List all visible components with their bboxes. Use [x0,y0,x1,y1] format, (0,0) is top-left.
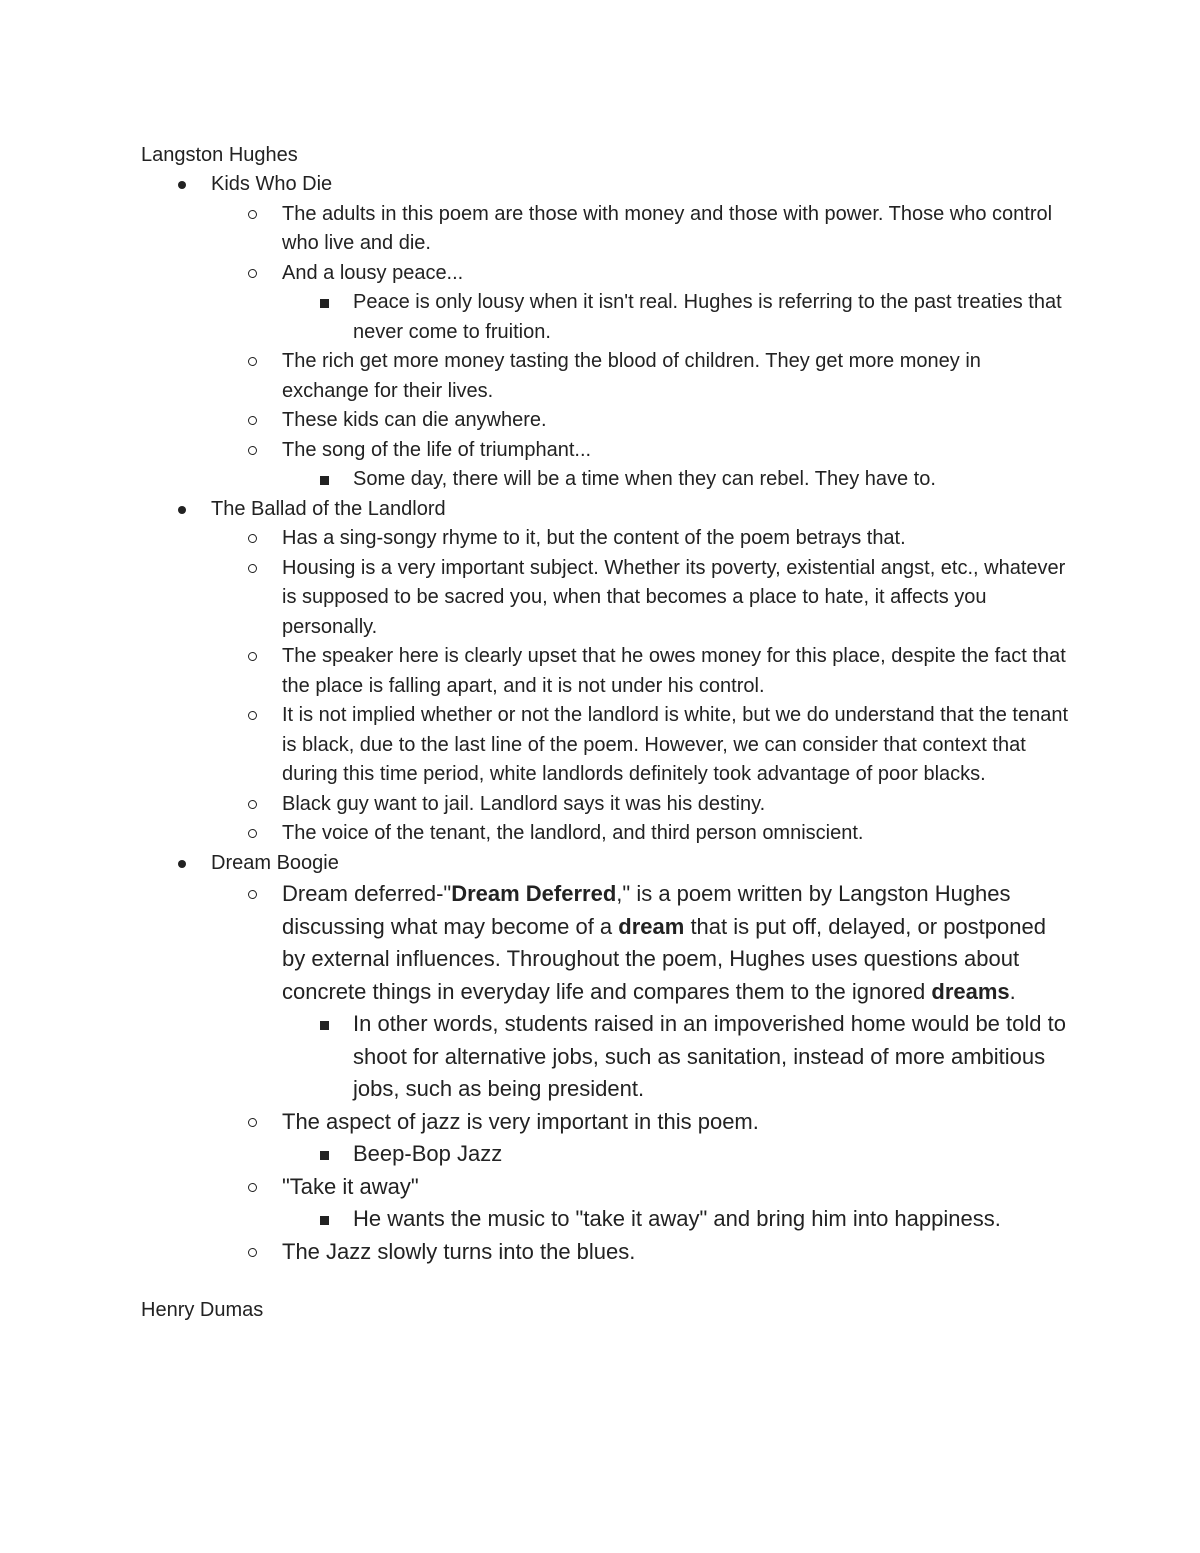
note-text: Black guy want to jail. Landlord says it was his destiny. [282,792,766,815]
circle-bullet-icon [248,829,257,838]
square-bullet-icon [320,1151,329,1160]
circle-bullet-icon [248,446,257,455]
square-bullet-icon [320,1216,329,1225]
note-text: "Take it away" [282,1173,419,1199]
note-text: The speaker here is clearly upset that he owes money for this place, despite the fact that the place is falling apart, and it is not under his control. [282,645,1066,697]
section-heading-henry-dumas: Henry Dumas [141,1299,264,1321]
note-item [211,819,1071,849]
note-text: The Jazz slowly turns into the blues. [282,1238,636,1264]
note-text: And a lousy peace... [282,261,464,284]
subnote-item [282,465,1071,495]
note-text: Housing is a very important subject. Whether its poverty, existential angst, etc., whatever is supposed to be sacred you, when that becomes a place to hate, it affects you personally. [282,556,1066,638]
square-bullet-icon [320,1021,329,1030]
subnote-item [282,288,1071,347]
note-item [211,878,1071,1106]
circle-bullet-icon [248,800,257,809]
subnote-text: He wants the music to "take it away" and bring him into happiness. [353,1206,1001,1231]
circle-bullet-icon [248,357,257,366]
disc-bullet-icon [178,181,186,189]
poem-item [141,495,1071,849]
note-item [211,259,1071,348]
note-item [211,554,1071,643]
poem-title: Dream Boogie [211,851,339,874]
subnote-item [282,1203,1071,1236]
note-item [211,701,1071,790]
note-text: These kids can die anywhere. [282,409,547,431]
poem-item [141,849,1071,1269]
circle-bullet-icon [248,1183,257,1192]
subnote-text: Peace is only lousy when it isn't real. Hughes is referring to the past treaties that never come to fruition. [353,291,1062,343]
note-text: It is not implied whether or not the landlord is white, but we do understand that the tenant is black, due to the last line of the poem. However, we can consider that context that during this time period, white landlords definitely took advantage of poor blacks. [282,704,1069,785]
note-list [211,200,1071,495]
note-item [211,436,1071,495]
note-item [211,406,1071,436]
disc-bullet-icon [178,860,186,868]
subnote-text: In other words, students raised in an impoverished home would be told to shoot for alternative jobs, such as sanitation, instead of more ambitious jobs, such as being president. [353,1011,1066,1101]
note-item [211,347,1071,406]
subnote-list [282,1203,1071,1236]
note-text: The voice of the tenant, the landlord, and third person omniscient. [282,822,864,844]
subnote-list [282,1138,1071,1171]
subnote-item [282,1138,1071,1171]
circle-bullet-icon [248,711,257,720]
text-run: that is put off, delayed, or postponed by external influences. Throughout the poem, Hughes uses questions about concrete things in everyday life and compares them to the ignored [282,913,1046,1004]
circle-bullet-icon [248,564,257,573]
circle-bullet-icon [248,652,257,661]
bold-term: Dream Deferred [451,881,617,906]
square-bullet-icon [320,476,329,485]
note-item [211,790,1071,820]
disc-bullet-icon [178,506,186,514]
note-text: The song of the life of triumphant... [282,438,592,461]
note-item [211,200,1071,259]
note-list [211,878,1071,1268]
poem-title: The Ballad of the Landlord [211,497,446,520]
note-item [211,1106,1071,1171]
text-run: . [1009,978,1016,1004]
circle-bullet-icon [248,534,257,543]
circle-bullet-icon [248,210,257,219]
circle-bullet-icon [248,1118,257,1127]
document-page [141,141,1071,1325]
text-run: Dream deferred-" [282,881,452,906]
note-text: Has a sing-songy rhyme to it, but the content of the poem betrays that. [282,527,906,549]
subnote-text: Some day, there will be a time when they can rebel. They have to. [353,468,936,490]
note-item [211,1171,1071,1236]
poem-list [141,170,1071,1268]
note-text-dream-deferred [282,878,1071,1008]
text-run: ," is a poem written by Langston Hughes discussing what may become of a [282,881,1011,939]
subnote-item [282,1008,1071,1106]
subnote-text: Beep-Bop Jazz [353,1141,503,1166]
note-item [211,1236,1071,1269]
subnote-list [282,288,1071,347]
note-item [211,524,1071,554]
note-list [211,524,1071,849]
circle-bullet-icon [248,1248,257,1257]
circle-bullet-icon [248,890,257,899]
note-text: The rich get more money tasting the blood of children. They get more money in exchange for their lives. [282,350,981,402]
subnote-list [282,1008,1071,1106]
poem-title: Kids Who Die [211,173,333,195]
bold-term: dreams [931,978,1010,1004]
circle-bullet-icon [248,416,257,425]
note-text: The adults in this poem are those with money and those with power. Those who control who live and die. [282,202,1053,254]
section-heading-langston-hughes: Langston Hughes [141,144,298,166]
poem-item [141,170,1071,495]
circle-bullet-icon [248,269,257,278]
note-text: The aspect of jazz is very important in this poem. [282,1108,759,1134]
square-bullet-icon [320,299,329,308]
note-item [211,642,1071,701]
subnote-list [282,465,1071,495]
bold-term: dream [618,913,685,939]
